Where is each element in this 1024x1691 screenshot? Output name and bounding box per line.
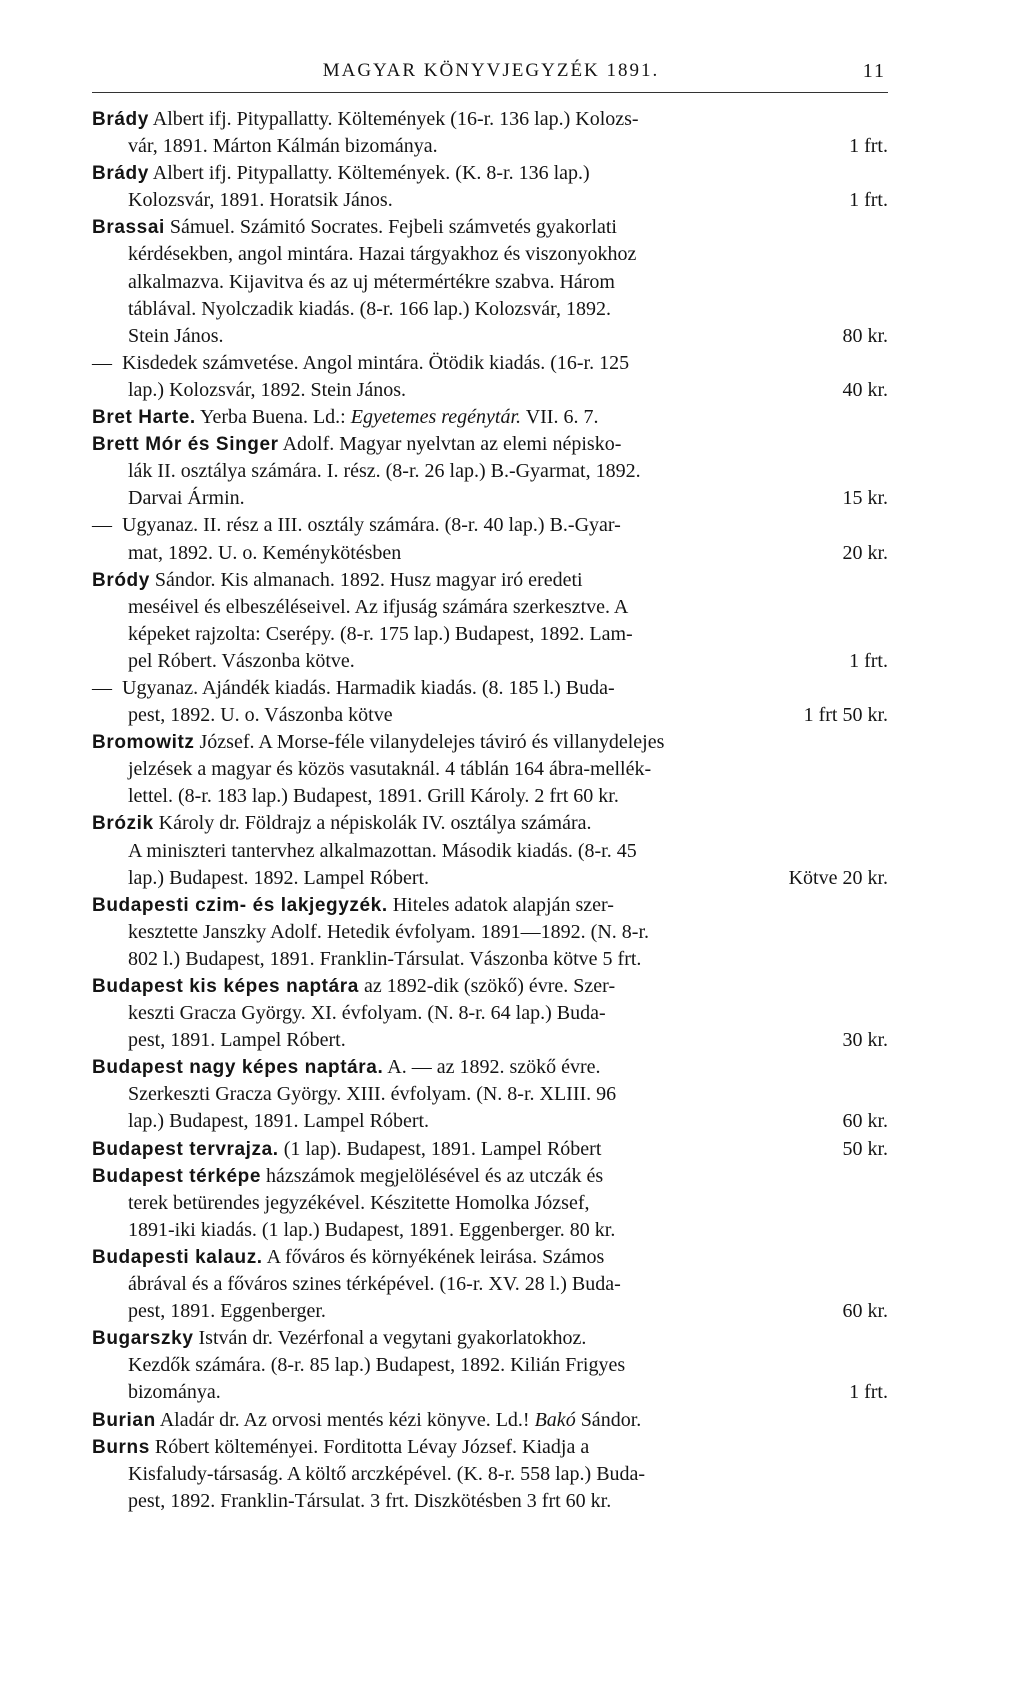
entry-author: Bromowitz	[92, 732, 195, 754]
entry-price: 1 frt.	[849, 135, 888, 158]
entry-text: A főváros és környékének leirása. Számos	[266, 1245, 605, 1268]
catalog-entry	[92, 160, 888, 214]
entry-text: táblával. Nyolczadik kiadás. (8-r. 166 lap.) Kolozsvár, 1892.	[128, 297, 611, 320]
entry-price: 20 kr.	[842, 541, 888, 564]
entry-line	[92, 1136, 888, 1163]
entry-author: Bugarszky	[92, 1328, 194, 1350]
entry-text: Károly dr. Földrajz a népiskolák IV. osztálya számára.	[158, 812, 592, 835]
entry-line	[92, 1108, 888, 1135]
entry-text: Hiteles adatok alapján szer-	[392, 893, 614, 916]
catalog-entry	[92, 1054, 888, 1135]
entry-line	[92, 1352, 888, 1379]
entry-text: Darvai Ármin.	[128, 487, 245, 510]
entry-list	[92, 106, 888, 1515]
entry-line	[92, 1163, 888, 1190]
entry-text: alkalmazva. Kijavitva és az uj métermértékre szabva. Három	[128, 270, 615, 293]
entry-text: az 1892-dik (szökő) évre. Szer-	[363, 975, 616, 997]
entry-line	[92, 269, 888, 296]
catalog-entry	[92, 106, 888, 160]
entry-author: Bródy	[92, 569, 150, 591]
entry-author: Brády	[92, 163, 149, 185]
entry-text: meséivel és elbeszéléseivel. Az ifjuság számára szerkesztve. A	[128, 595, 629, 618]
entry-text: bizománya.	[128, 1381, 221, 1404]
entry-author: Brózik	[92, 813, 154, 835]
entry-text: 802 l.) Budapest, 1891. Franklin-Társulat. Vászonba kötve 5 frt.	[128, 947, 642, 970]
entry-price: 40 kr.	[842, 378, 888, 401]
entry-italic-ref: Bakó	[534, 1408, 576, 1431]
entry-line	[92, 810, 888, 837]
ditto-dash: —	[92, 676, 112, 699]
entry-text: Aladár dr. Az orvosi mentés kézi könyve. Ld.!	[159, 1408, 530, 1431]
entry-text: kérdésekben, angol mintára. Hazai tárgyakhoz és viszonyokhoz	[128, 243, 637, 266]
entry-line	[92, 431, 888, 458]
entry-text: Ugyanaz. Ajándék kiadás. Harmadik kiadás. (8. 185 l.) Buda-	[122, 676, 615, 699]
entry-price: 60 kr.	[842, 1300, 888, 1323]
entry-line	[92, 838, 888, 865]
entry-line	[92, 106, 888, 133]
entry-text: Albert ifj. Pitypallatty. Költemények (16-r. 136 lap.) Kolozs-	[152, 108, 639, 130]
entry-line	[92, 323, 888, 350]
entry-line	[92, 241, 888, 268]
entry-price: 80 kr.	[842, 324, 888, 347]
entry-text: Yerba Buena. Ld.:	[200, 406, 346, 429]
catalog-entry	[92, 810, 888, 891]
entry-text: A. — az 1892. szökő évre.	[387, 1056, 601, 1079]
entry-author: Brassai	[92, 217, 165, 239]
catalog-entry	[92, 973, 888, 1054]
entry-price: 15 kr.	[842, 487, 888, 510]
entry-line	[92, 377, 888, 404]
entry-line	[92, 1325, 888, 1352]
entry-line	[92, 1271, 888, 1298]
entry-text: lettel. (8-r. 183 lap.) Budapest, 1891. Grill Károly. 2 frt 60 kr.	[128, 785, 619, 808]
catalog-entry	[92, 675, 888, 729]
entry-text: Adolf. Magyar nyelvtan az elemi népisko-	[282, 433, 622, 456]
catalog-entry	[92, 892, 888, 973]
ditto-dash: —	[92, 351, 112, 374]
entry-price: 1 frt.	[849, 649, 888, 672]
entry-text: pest, 1892. U. o. Vászonba kötve	[128, 704, 393, 727]
entry-text: Albert ifj. Pitypallatty. Költemények. (K. 8-r. 136 lap.)	[152, 162, 590, 185]
entry-text: Kezdők számára. (8-r. 85 lap.) Budapest, 1892. Kilián Frigyes	[128, 1354, 626, 1377]
entry-text: István dr. Vezérfonal a vegytani gyakorlatokhoz.	[198, 1327, 587, 1350]
entry-line	[92, 946, 888, 973]
catalog-entry	[92, 1163, 888, 1244]
catalog-entry	[92, 1244, 888, 1325]
entry-text: ábrával és a főváros szines térképével. (16-r. XV. 28 l.) Buda-	[128, 1273, 621, 1296]
entry-price: 30 kr.	[842, 1029, 888, 1052]
entry-text: pel Róbert. Vászonba kötve.	[128, 649, 355, 672]
entry-line	[92, 1217, 888, 1244]
entry-text: jelzések a magyar és közös vasutaknál. 4 táblán 164 ábra-mellék-	[128, 758, 652, 781]
entry-text: VII. 6. 7.	[525, 406, 599, 429]
entry-price: 1 frt 50 kr.	[803, 704, 888, 727]
entry-author: Budapest nagy képes naptára.	[92, 1057, 384, 1079]
catalog-entry	[92, 1434, 888, 1515]
entry-text: képeket rajzolta: Cserépy. (8-r. 175 lap.) Budapest, 1892. Lam-	[128, 622, 633, 645]
entry-line	[92, 702, 888, 729]
catalog-entry	[92, 512, 888, 566]
entry-text: terek betürendes jegyzékével. Készitette Homolka József,	[128, 1191, 590, 1214]
entry-author: Bret Harte.	[92, 407, 196, 429]
entry-author: Burns	[92, 1436, 150, 1458]
entry-line	[92, 919, 888, 946]
entry-line	[92, 783, 888, 810]
entry-author: Burian	[92, 1409, 156, 1431]
catalog-entry	[92, 567, 888, 675]
entry-text: mat, 1892. U. o. Keménykötésben	[128, 541, 402, 564]
entry-line	[92, 1190, 888, 1217]
entry-line	[92, 214, 888, 241]
entry-line	[92, 133, 888, 160]
entry-line	[92, 865, 888, 892]
entry-text: Sándor.	[580, 1408, 642, 1431]
catalog-entry	[92, 1407, 888, 1434]
page-title: MAGYAR KÖNYVJEGYZÉK 1891.	[322, 60, 660, 81]
entry-text: A miniszteri tantervhez alkalmazottan. Második kiadás. (8-r. 45	[128, 839, 637, 862]
entry-text: (1 lap). Budapest, 1891. Lampel Róbert	[283, 1137, 602, 1160]
entry-price: 60 kr.	[842, 1110, 888, 1133]
entry-text: Stein János.	[128, 324, 224, 347]
entry-line	[92, 540, 888, 567]
entry-text: keszti Gracza György. XI. évfolyam. (N. 8-r. 64 lap.) Buda-	[128, 1002, 606, 1025]
entry-text: pest, 1892. Franklin-Társulat. 3 frt. Diszkötésben 3 frt 60 kr.	[128, 1489, 612, 1512]
entry-line	[92, 567, 888, 594]
entry-author: Budapest térképe	[92, 1165, 262, 1187]
entry-text: házszámok megjelölésével és az utczák és	[266, 1164, 604, 1187]
entry-text: lap.) Budapest, 1891. Lampel Róbert.	[128, 1110, 430, 1133]
catalog-entry	[92, 431, 888, 512]
entry-text: József. A Morse-féle vilanydelejes táviró és villanydelejes	[199, 731, 665, 754]
entry-text: Szerkeszti Gracza György. XIII. évfolyam. (N. 8-r. XLIII. 96	[128, 1083, 617, 1106]
entry-text: lap.) Kolozsvár, 1892. Stein János.	[128, 378, 407, 401]
entry-line	[92, 160, 888, 187]
entry-line	[92, 892, 888, 919]
entry-price: 1 frt.	[849, 1381, 888, 1404]
entry-line	[92, 675, 888, 702]
entry-line	[92, 1027, 888, 1054]
catalog-entry	[92, 1136, 888, 1163]
catalog-entry	[92, 1325, 888, 1406]
entry-author: Budapesti czim- és lakjegyzék.	[92, 894, 388, 916]
entry-text: pest, 1891. Lampel Róbert.	[128, 1029, 346, 1052]
entry-text: lap.) Budapest. 1892. Lampel Róbert.	[128, 866, 430, 889]
entry-text: Sámuel. Számitó Socrates. Fejbeli számvetés gyakorlati	[169, 216, 617, 239]
entry-text: 1891-iki kiadás. (1 lap.) Budapest, 1891. Eggenberger. 80 kr.	[128, 1218, 616, 1241]
entry-line	[92, 1407, 888, 1434]
entry-price: 1 frt.	[849, 189, 888, 212]
entry-line	[92, 756, 888, 783]
entry-text: Róbert költeményei. Forditotta Lévay József. Kiadja a	[154, 1435, 590, 1458]
catalog-entry	[92, 214, 888, 349]
entry-author: Budapest tervrajza.	[92, 1138, 279, 1160]
entry-line	[92, 404, 888, 431]
entry-author: Brády	[92, 109, 149, 130]
entry-price: Kötve 20 kr.	[788, 866, 888, 889]
entry-line	[92, 350, 888, 377]
entry-text: kesztette Janszky Adolf. Hetedik évfolyam. 1891—1892. (N. 8-r.	[128, 920, 649, 943]
entry-line	[92, 1244, 888, 1271]
entry-line	[92, 296, 888, 323]
page-number: 11	[862, 60, 886, 82]
entry-line	[92, 485, 888, 512]
entry-line	[92, 1461, 888, 1488]
entry-line	[92, 512, 888, 539]
entry-italic-ref: Egyetemes regénytár.	[350, 406, 522, 429]
entry-line	[92, 621, 888, 648]
entry-line	[92, 1054, 888, 1081]
entry-text: vár, 1891. Márton Kálmán bizománya.	[128, 135, 438, 158]
entry-line	[92, 648, 888, 675]
catalog-entry	[92, 404, 888, 431]
entry-line	[92, 973, 888, 1000]
entry-text: lák II. osztálya számára. I. rész. (8-r. 26 lap.) B.-Gyarmat, 1892.	[128, 460, 641, 483]
entry-text: Kisdedek számvetése. Angol mintára. Ötödik kiadás. (16-r. 125	[122, 351, 630, 374]
running-head	[96, 56, 886, 86]
entry-line	[92, 187, 888, 214]
entry-line	[92, 729, 888, 756]
catalog-entry	[92, 350, 888, 404]
entry-author: Budapesti kalauz.	[92, 1246, 263, 1268]
catalog-entry	[92, 729, 888, 810]
entry-author: Budapest kis képes naptára	[92, 976, 359, 997]
entry-line	[92, 1434, 888, 1461]
ditto-dash: —	[92, 514, 112, 537]
entry-line	[92, 1081, 888, 1108]
entry-author: Brett Mór és Singer	[92, 434, 279, 456]
entry-text: Kolozsvár, 1891. Horatsik János.	[128, 189, 393, 212]
entry-line	[92, 1488, 888, 1515]
entry-line	[92, 1298, 888, 1325]
entry-line	[92, 1000, 888, 1027]
entry-price: 50 kr.	[842, 1137, 888, 1160]
entry-text: Kisfaludy-társaság. A költő arczképével. (K. 8-r. 558 lap.) Buda-	[128, 1462, 646, 1485]
entry-text: pest, 1891. Eggenberger.	[128, 1300, 326, 1323]
entry-line	[92, 458, 888, 485]
entry-line	[92, 594, 888, 621]
entry-text: Ugyanaz. II. rész a III. osztály számára. (8-r. 40 lap.) B.-Gyar-	[122, 514, 621, 537]
entry-line	[92, 1379, 888, 1406]
header-rule	[92, 92, 888, 93]
entry-text: Sándor. Kis almanach. 1892. Husz magyar iró eredeti	[154, 568, 583, 591]
